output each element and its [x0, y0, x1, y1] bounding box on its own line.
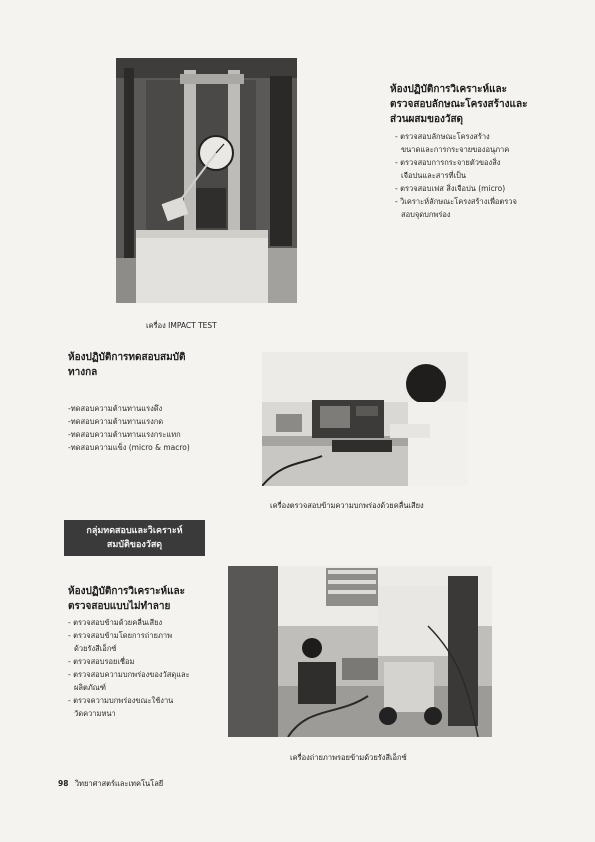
section1-heading-line: ส่วนผสมของวัสดุ [390, 114, 464, 125]
list-item: ผลิตภัณฑ์ [74, 683, 106, 692]
list-item: ขนาดและการกระจายของอนุภาค [401, 145, 510, 154]
section3-list [68, 616, 228, 720]
footer-text: วิทยาศาสตร์และเทคโนโลยี [74, 779, 164, 788]
impact-test-photo [116, 58, 297, 303]
ultrasonic-tester-photo [262, 352, 468, 486]
list-item: - ตรวจสอบการกระจายตัวของสิ่ง [395, 158, 501, 167]
section3-heading [68, 584, 238, 614]
list-item: -ทดสอบความต้านทานแรงกด [68, 417, 164, 426]
list-item: - ตรวจความบกพร่องขณะใช้งาน [68, 696, 174, 705]
page-number: 98 [58, 779, 69, 788]
list-item: - ตรวจสอบรอยเชื่อม [68, 657, 135, 666]
page-footer [58, 778, 163, 790]
list-item: - ตรวจสอบลักษณะโครงสร้าง [395, 132, 490, 141]
list-item: - ตรวจสอบเฟส สิ่งเจือปน (micro) [395, 184, 506, 193]
section2-heading-line: ทางกล [68, 367, 98, 378]
list-item: เจือปนและสารที่เป็น [401, 171, 467, 180]
list-item: ด้วยรังสีเอ็กซ์ [74, 644, 117, 653]
list-item: - ตรวจสอบข้ามด้วยคลื่นเสียง [68, 618, 163, 627]
list-item: -ทดสอบความแข็ง (micro & macro) [68, 443, 190, 452]
section2-heading-line: ห้องปฏิบัติการทดสอบสมบัติ [68, 352, 186, 363]
group-banner [64, 520, 205, 556]
list-item: - วิเคราะห์ลักษณะโครงสร้างเพื่อตรวจ [395, 197, 517, 206]
list-item: วัดความหนา [74, 709, 116, 718]
list-item: -ทดสอบความต้านทานแรงกระแทก [68, 430, 181, 439]
section1-heading-line: ตรวจสอบลักษณะโครงสร้างและ [390, 99, 528, 110]
xray-machine-photo [228, 566, 492, 737]
section3-heading-line: ตรวจสอบแบบไม่ทำลาย [68, 601, 171, 612]
list-item: -ทดสอบความต้านทานแรงดึง [68, 404, 163, 413]
section1-list [395, 130, 570, 221]
section2-list [68, 402, 238, 454]
list-item: - ตรวจสอบความบกพร่องของวัสดุและ [68, 670, 190, 679]
ultrasonic-tester-caption: เครื่องตรวจสอบข้ามความบกพร่องด้วยคลื่นเสียง [270, 501, 424, 510]
section3-heading-line: ห้องปฏิบัติการวิเคราะห์และ [68, 586, 186, 597]
list-item: - ตรวจสอบข้ามโดยการถ่ายภาพ [68, 631, 173, 640]
section2-heading [68, 350, 238, 380]
group-banner-line: กลุ่มทดสอบและวิเคราะห์ [86, 526, 183, 536]
xray-machine-caption: เครื่องถ่ายภาพรอยข้ามด้วยรังสีเอ็กซ์ [290, 753, 407, 762]
impact-test-caption: เครื่อง IMPACT TEST [146, 321, 217, 330]
group-banner-line: สมบัติของวัสดุ [106, 540, 163, 550]
list-item: สอบจุดบกพร่อง [401, 210, 451, 219]
section1-heading [390, 82, 570, 127]
section1-heading-line: ห้องปฏิบัติการวิเคราะห์และ [390, 84, 508, 95]
